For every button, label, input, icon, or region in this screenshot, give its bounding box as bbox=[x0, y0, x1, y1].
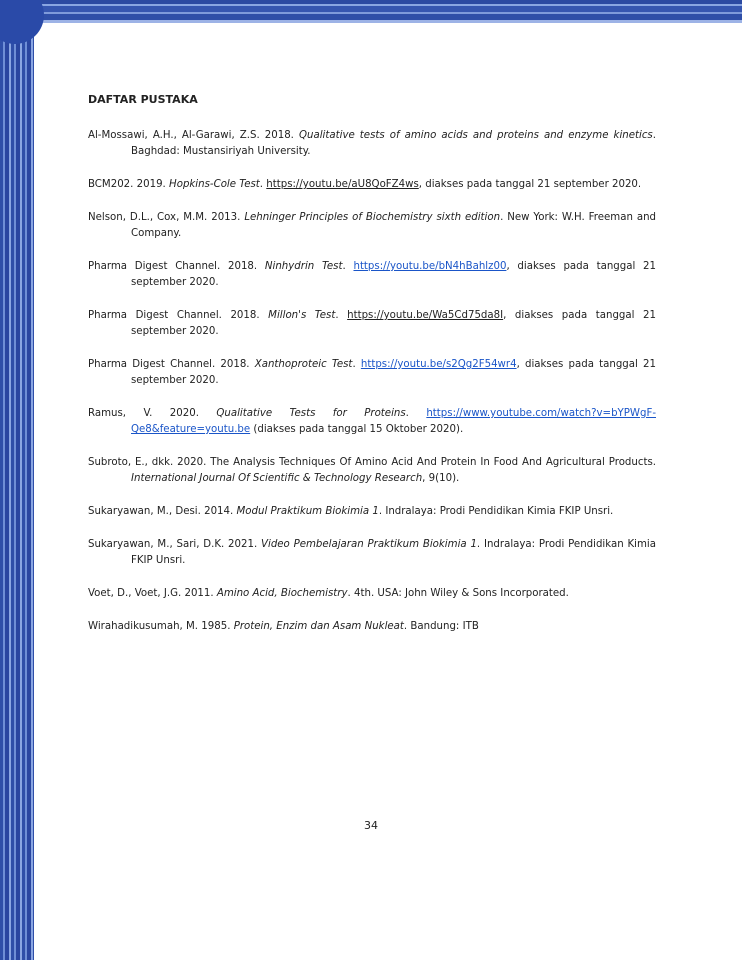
reference-title: Hopkins-Cole Test bbox=[169, 179, 260, 190]
top-border-band bbox=[0, 0, 742, 26]
reference-title: International Journal Of Scientific & Technology Research bbox=[131, 473, 423, 484]
reference-title: Ninhydrin Test bbox=[264, 261, 343, 272]
reference-title: Amino Acid, Biochemistry bbox=[216, 588, 348, 599]
reference-source: . New York: W.H. Freeman and Company. bbox=[131, 212, 656, 239]
reference-entry bbox=[88, 504, 656, 520]
reference-authors: Ramus, V. 2020. bbox=[88, 408, 217, 419]
reference-entry bbox=[88, 537, 656, 569]
reference-access-date: , diakses pada tanggal 21 september 2020. bbox=[131, 261, 657, 288]
reference-entry bbox=[88, 406, 656, 438]
reference-entry bbox=[88, 586, 656, 602]
reference-title: Millon's Test bbox=[268, 310, 336, 321]
reference-entry bbox=[88, 357, 656, 389]
reference-source: . bbox=[335, 310, 348, 321]
reference-access-date: , diakses pada tanggal 21 september 2020. bbox=[418, 179, 642, 190]
reference-title: Video Pembelajaran Praktikum Biokimia 1 bbox=[261, 539, 477, 550]
reference-link[interactable]: https://www.youtube.com/watch?v=bYPWgF-Qe8&feature=youtu.be bbox=[131, 408, 656, 435]
reference-access-date: , diakses pada tanggal 21 september 2020. bbox=[131, 359, 656, 386]
reference-authors: Voet, D., Voet, J.G. 2011. bbox=[88, 588, 217, 599]
reference-authors: Wirahadikusumah, M. 1985. bbox=[88, 621, 234, 632]
reference-title: Qualitative tests of amino acids and proteins and enzyme kinetics bbox=[299, 130, 653, 141]
reference-title: Lehninger Principles of Biochemistry sixth edition bbox=[244, 212, 501, 223]
reference-source: . Baghdad: Mustansiriyah University. bbox=[131, 130, 656, 157]
reference-access-date: (diakses pada tanggal 15 Oktober 2020). bbox=[250, 424, 464, 435]
reference-source: . Bandung: ITB bbox=[403, 621, 479, 632]
reference-access-date: , diakses pada tanggal 21 september 2020. bbox=[131, 310, 656, 337]
reference-source: . Indralaya: Prodi Pendidikan Kimia FKIP Unsri. bbox=[378, 506, 614, 517]
reference-title: Modul Praktikum Biokimia 1 bbox=[236, 506, 379, 517]
reference-link[interactable]: https://youtu.be/aU8QoFZ4ws bbox=[266, 179, 419, 190]
reference-entry bbox=[88, 128, 656, 160]
reference-authors: Sukaryawan, M., Sari, D.K. 2021. bbox=[88, 539, 262, 550]
corner-ornament bbox=[0, 0, 44, 44]
reference-link[interactable]: https://youtu.be/Wa5Cd75da8I bbox=[347, 310, 504, 321]
reference-link[interactable]: https://youtu.be/s2Qg2F54wr4 bbox=[360, 359, 517, 370]
page-title: DAFTAR PUSTAKA bbox=[88, 93, 198, 106]
left-border-band bbox=[0, 0, 34, 960]
reference-entry bbox=[88, 308, 656, 340]
reference-source: , 9(10). bbox=[422, 473, 460, 484]
reference-authors: Al-Mossawi, A.H., Al-Garawi, Z.S. 2018. bbox=[88, 130, 299, 141]
reference-entry bbox=[88, 455, 656, 487]
reference-entry bbox=[88, 177, 656, 193]
reference-entry bbox=[88, 259, 656, 291]
reference-source: . bbox=[405, 408, 427, 419]
reference-source: . Indralaya: Prodi Pendidikan Kimia FKIP Unsri. bbox=[131, 539, 656, 566]
reference-authors: Pharma Digest Channel. 2018. bbox=[88, 310, 269, 321]
reference-source: . bbox=[352, 359, 361, 370]
reference-authors: Pharma Digest Channel. 2018. bbox=[88, 359, 255, 370]
reference-title: Xanthoproteic Test bbox=[254, 359, 353, 370]
reference-source: . 4th. USA: John Wiley & Sons Incorporated. bbox=[347, 588, 569, 599]
page-number: 34 bbox=[364, 819, 378, 832]
reference-source: . bbox=[342, 261, 354, 272]
reference-entry bbox=[88, 210, 656, 242]
reference-link[interactable]: https://youtu.be/bN4hBahlz00 bbox=[353, 261, 507, 272]
reference-source: . bbox=[259, 179, 267, 190]
bibliography bbox=[88, 92, 656, 652]
reference-authors: Subroto, E., dkk. 2020. The Analysis Techniques Of Amino Acid And Protein In Food And Agricultural Products. bbox=[88, 457, 656, 468]
reference-authors: Sukaryawan, M., Desi. 2014. bbox=[88, 506, 237, 517]
reference-authors: BCM202. 2019. bbox=[88, 179, 170, 190]
reference-title: Qualitative Tests for Proteins bbox=[216, 408, 406, 419]
reference-title: Protein, Enzim dan Asam Nukleat bbox=[233, 621, 404, 632]
reference-authors: Pharma Digest Channel. 2018. bbox=[88, 261, 265, 272]
reference-entry bbox=[88, 619, 656, 635]
reference-authors: Nelson, D.L., Cox, M.M. 2013. bbox=[88, 212, 245, 223]
